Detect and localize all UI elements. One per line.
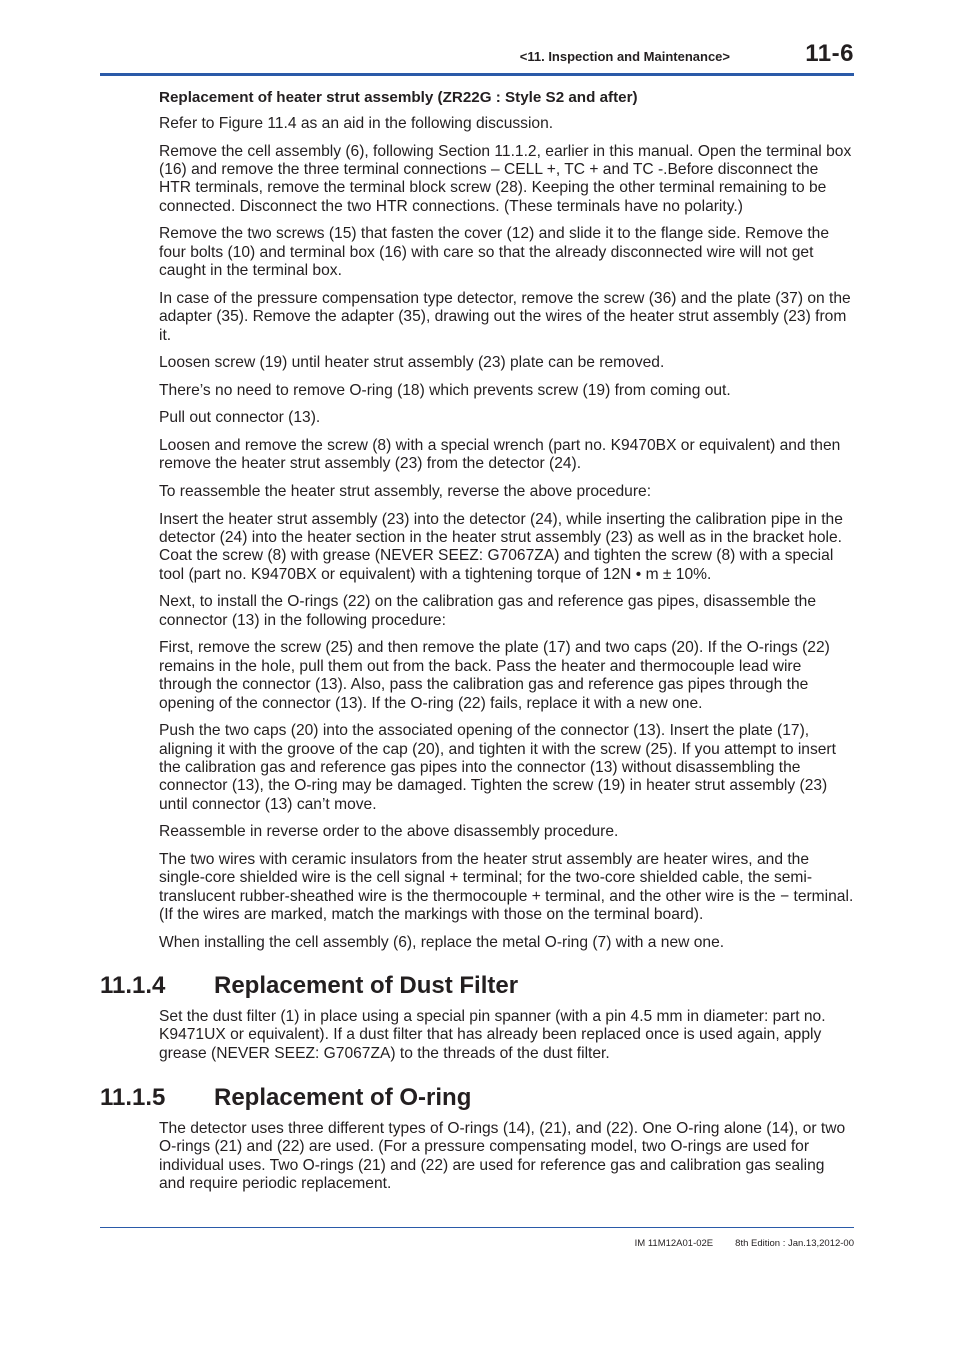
section-title: Replacement of Dust Filter — [214, 972, 519, 999]
section-title: Replacement of O-ring — [214, 1084, 472, 1111]
paragraph: First, remove the screw (25) and then remove the plate (17) and two caps (20). If the O-rings (22) remains in the hole, pull them out from the back. Pass the heater and thermocouple lead wire through the connector (13). Also, pass the calibration gas and reference gas pipes through the opening of the connector (13). If the O-ring (22) fails, replace it with a new one. — [159, 639, 830, 712]
edition-info: 8th Edition : Jan.13,2012-00 — [735, 1238, 854, 1249]
section-oring — [100, 1083, 854, 1203]
page-footer — [635, 1238, 854, 1249]
paragraph: Reassemble in reverse order to the above disassembly procedure. — [159, 823, 619, 841]
paragraph: When installing the cell assembly (6), replace the metal O-ring (7) with a new one. — [159, 933, 725, 951]
document-id: IM 11M12A01-02E — [634, 1238, 714, 1249]
header-rule — [100, 73, 854, 76]
chapter-title: <11. Inspection and Maintenance> — [519, 49, 730, 64]
section-number: 11.1.5 — [100, 1084, 166, 1111]
paragraph: Remove the cell assembly (6), following Section 11.1.2, earlier in this manual. Open the terminal box (16) and remove the three terminal connections – CELL +, TC + and TC -.Before disconnect the HTR terminals, remove the terminal block screw (28). Keeping the other terminal remaining to be connected. Disconnect the two HTR connections. (These terminals have no polarity.) — [159, 142, 852, 215]
paragraph: Refer to Figure 11.4 as an aid in the following discussion. — [159, 115, 554, 132]
section-heading — [100, 1083, 854, 1113]
subsection-heater-strut — [159, 88, 854, 961]
paragraph: Insert the heater strut assembly (23) into the detector (24), while inserting the calibration pipe in the detector (24) into the heater section in the heater strut assembly (23) as well as in the bracket hole. Coat the screw (8) with grease (NEVER SEEZ: G7067ZA) and tighten the screw (8) with a special tool (part no. K9470BX or equivalent) with a tightening torque of 12N • m ± 10%. — [159, 510, 843, 583]
paragraph: There’s no need to remove O-ring (18) which prevents screw (19) from coming out. — [159, 381, 731, 399]
section-heading — [100, 971, 854, 1001]
paragraph: Loosen screw (19) until heater strut assembly (23) plate can be removed. — [159, 354, 665, 372]
paragraph: Set the dust filter (1) in place using a special pin spanner (with a pin 4.5 mm in diameter: part no. K9471UX or equivalent). If a dust filter that has already been replaced once is used again, apply grease (NEVER SEEZ: G7067ZA) to the threads of the dust filter. — [159, 1008, 826, 1062]
paragraph: Pull out connector (13). — [159, 409, 321, 427]
paragraph: Push the two caps (20) into the associated opening of the connector (13). Insert the plate (17), aligning it with the groove of the cap (20), and tighten it with the screw (25). If you attempt to insert the calibration gas and reference gas pipes into the connector (13) without disassembling the connector (13), the O-ring may be damaged. Tighten the screw (19) in heater strut assembly (23) until connector (13) can’t move. — [159, 722, 836, 813]
footer-rule — [100, 1227, 854, 1228]
page-header — [100, 40, 854, 76]
page-number: 11-6 — [805, 40, 854, 67]
subsection-title: Replacement of heater strut assembly (ZR22G : Style S2 and after) — [159, 89, 638, 106]
paragraph: The detector uses three different types of O-rings (14), (21), and (22). One O-ring alone (14), or two O-rings (21) and (22) are used. (For a pressure compensating model, two O-rings are used for individual uses. Two O-rings (21) and (22) are used for reference gas and calibration gas sealing and require periodic replacement. — [159, 1120, 846, 1193]
paragraph: Remove the two screws (15) that fasten the cover (12) and slide it to the flange side. Remove the four bolts (10) and terminal box (16) with care so that the already disconnected wire will not get caught in the terminal box. — [159, 225, 830, 280]
section-dust-filter — [100, 971, 854, 1072]
section-number: 11.1.4 — [100, 972, 166, 999]
paragraph: The two wires with ceramic insulators from the heater strut assembly are heater wires, and the single-core shielded wire is the cell signal + terminal; for the two-core shielded cable, the semi-translucent rubber-sheathed wire is the thermocouple + terminal, and the other wire is the − terminal. (If the wires are marked, match the markings with those on the terminal board). — [159, 851, 854, 924]
paragraph: In case of the pressure compensation type detector, remove the screw (36) and the plate (37) on the adapter (35). Remove the adapter (35), drawing out the wires of the heater strut assembly (23) from it. — [159, 289, 851, 344]
paragraph: Next, to install the O-rings (22) on the calibration gas and reference gas pipes, disassemble the connector (13) in the following procedure: — [159, 593, 817, 629]
paragraph: Loosen and remove the screw (8) with a special wrench (part no. K9470BX or equivalent) and then remove the heater strut assembly (23) from the detector (24). — [159, 437, 841, 473]
paragraph: To reassemble the heater strut assembly, reverse the above procedure: — [159, 483, 652, 500]
